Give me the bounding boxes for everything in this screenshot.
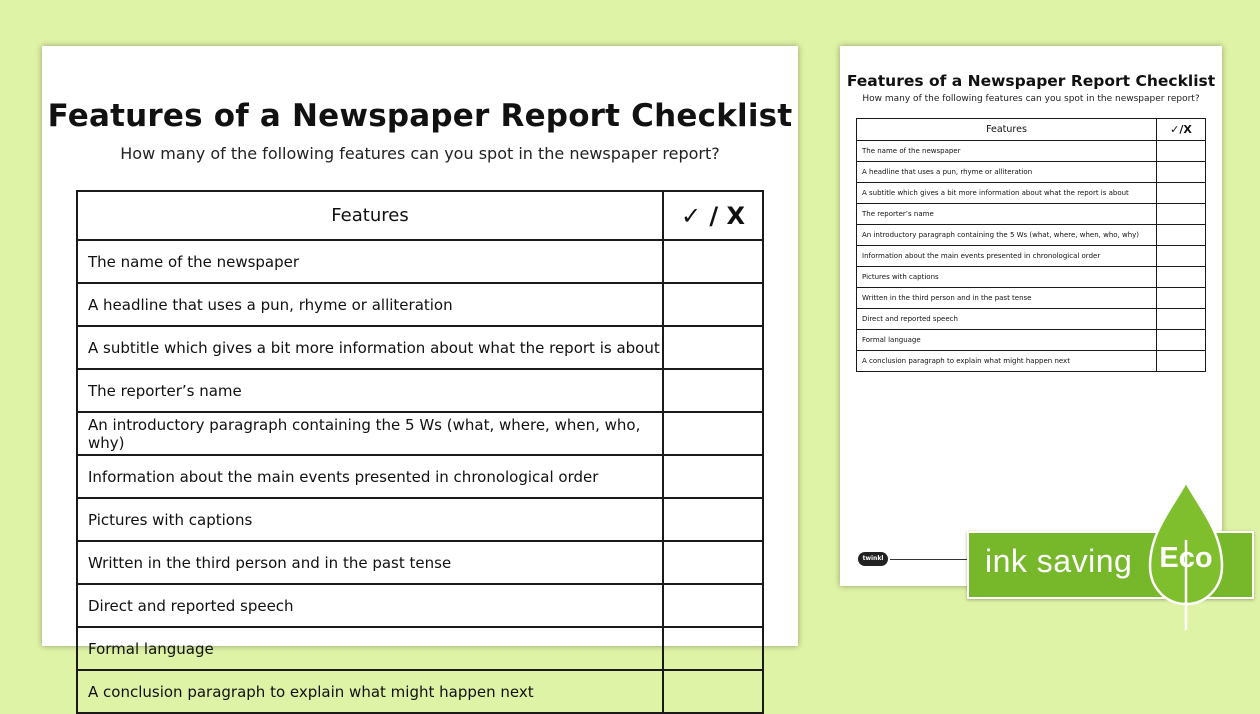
features-header-small: Features — [857, 119, 1157, 141]
feature-text-small: Written in the third person and in the past tense — [857, 288, 1157, 309]
checklist-row — [77, 283, 763, 326]
checklist-row — [77, 584, 763, 627]
tick-box — [663, 326, 763, 369]
feature-text: Pictures with captions — [77, 498, 663, 541]
feature-text-small: Formal language — [857, 330, 1157, 351]
feature-text: Written in the third person and in the past tense — [77, 541, 663, 584]
feature-text: Direct and reported speech — [77, 584, 663, 627]
feature-text: The reporter’s name — [77, 369, 663, 412]
feature-text-small: The reporter’s name — [857, 204, 1157, 225]
checklist-row — [77, 670, 763, 713]
tick-box-small — [1157, 267, 1206, 288]
checklist-row — [77, 541, 763, 584]
checklist-row-small — [857, 288, 1206, 309]
feature-text-small: The name of the newspaper — [857, 141, 1157, 162]
checklist-row — [77, 498, 763, 541]
feature-text: A conclusion paragraph to explain what might happen next — [77, 670, 663, 713]
worksheet-subtitle: How many of the following features can you spot in the newspaper report? — [120, 144, 720, 163]
twinkl-logo: twinkl — [858, 552, 888, 566]
eco-label: Eco — [1159, 542, 1213, 574]
feature-text: The name of the newspaper — [77, 240, 663, 283]
tick-box-small — [1157, 309, 1206, 330]
ink-saving-label: ink saving — [985, 543, 1133, 579]
tick-box-small — [1157, 225, 1206, 246]
feature-text: A headline that uses a pun, rhyme or alliteration — [77, 283, 663, 326]
checklist-row-small — [857, 162, 1206, 183]
checklist-row — [77, 627, 763, 670]
feature-text-small: Pictures with captions — [857, 267, 1157, 288]
tick-box-small — [1157, 162, 1206, 183]
feature-text-small: A headline that uses a pun, rhyme or alliteration — [857, 162, 1157, 183]
tick-box — [663, 455, 763, 498]
checklist-table-small — [856, 118, 1206, 372]
feature-text-small: Direct and reported speech — [857, 309, 1157, 330]
feature-text: Formal language — [77, 627, 663, 670]
checklist-row — [77, 412, 763, 455]
checklist-header-row — [77, 191, 763, 240]
tick-box — [663, 240, 763, 283]
tick-box-small — [1157, 330, 1206, 351]
checklist-row — [77, 455, 763, 498]
checklist-row-small — [857, 204, 1206, 225]
tick-box-small — [1157, 204, 1206, 225]
checklist-row — [77, 240, 763, 283]
checklist-row-small — [857, 183, 1206, 204]
tick-box-small — [1157, 246, 1206, 267]
tick-box — [663, 584, 763, 627]
tick-box-small — [1157, 351, 1206, 372]
feature-text-small: Information about the main events presented in chronological order — [857, 246, 1157, 267]
checklist-row-small — [857, 309, 1206, 330]
tick-box-small — [1157, 288, 1206, 309]
feature-text-small: A subtitle which gives a bit more information about what the report is about — [857, 183, 1157, 204]
tick-box — [663, 541, 763, 584]
worksheet-title: Features of a Newspaper Report Checklist — [47, 98, 793, 134]
tick-box — [663, 670, 763, 713]
checklist-row-small — [857, 330, 1206, 351]
checklist-header-row-small — [857, 119, 1206, 141]
worksheet-subtitle-small: How many of the following features can you spot in the newspaper report? — [862, 94, 1200, 104]
tick-box — [663, 498, 763, 541]
feature-text: A subtitle which gives a bit more information about what the report is about — [77, 326, 663, 369]
tick-box — [663, 412, 763, 455]
worksheet-title-small: Features of a Newspaper Report Checklist — [846, 72, 1216, 90]
feature-text-small: A conclusion paragraph to explain what might happen next — [857, 351, 1157, 372]
tick-cross-header: ✓ / X — [663, 191, 763, 240]
features-header: Features — [77, 191, 663, 240]
checklist-row-small — [857, 141, 1206, 162]
tick-box-small — [1157, 141, 1206, 162]
worksheet-page-large — [42, 46, 798, 701]
tick-box — [663, 283, 763, 326]
tick-box-small — [1157, 183, 1206, 204]
feature-text-small: An introductory paragraph containing the 5 Ws (what, where, when, who, why) — [857, 225, 1157, 246]
checklist-row-small — [857, 225, 1206, 246]
checklist-row — [77, 326, 763, 369]
tick-cross-header-small: ✓/X — [1157, 119, 1206, 141]
checklist-table — [76, 190, 764, 714]
tick-box — [663, 369, 763, 412]
checklist-row — [77, 369, 763, 412]
checklist-row-small — [857, 267, 1206, 288]
checklist-row-small — [857, 246, 1206, 267]
feature-text: An introductory paragraph containing the 5 Ws (what, where, when, who, why) — [77, 412, 663, 455]
tick-box — [663, 627, 763, 670]
feature-text: Information about the main events presented in chronological order — [77, 455, 663, 498]
checklist-row-small — [857, 351, 1206, 372]
